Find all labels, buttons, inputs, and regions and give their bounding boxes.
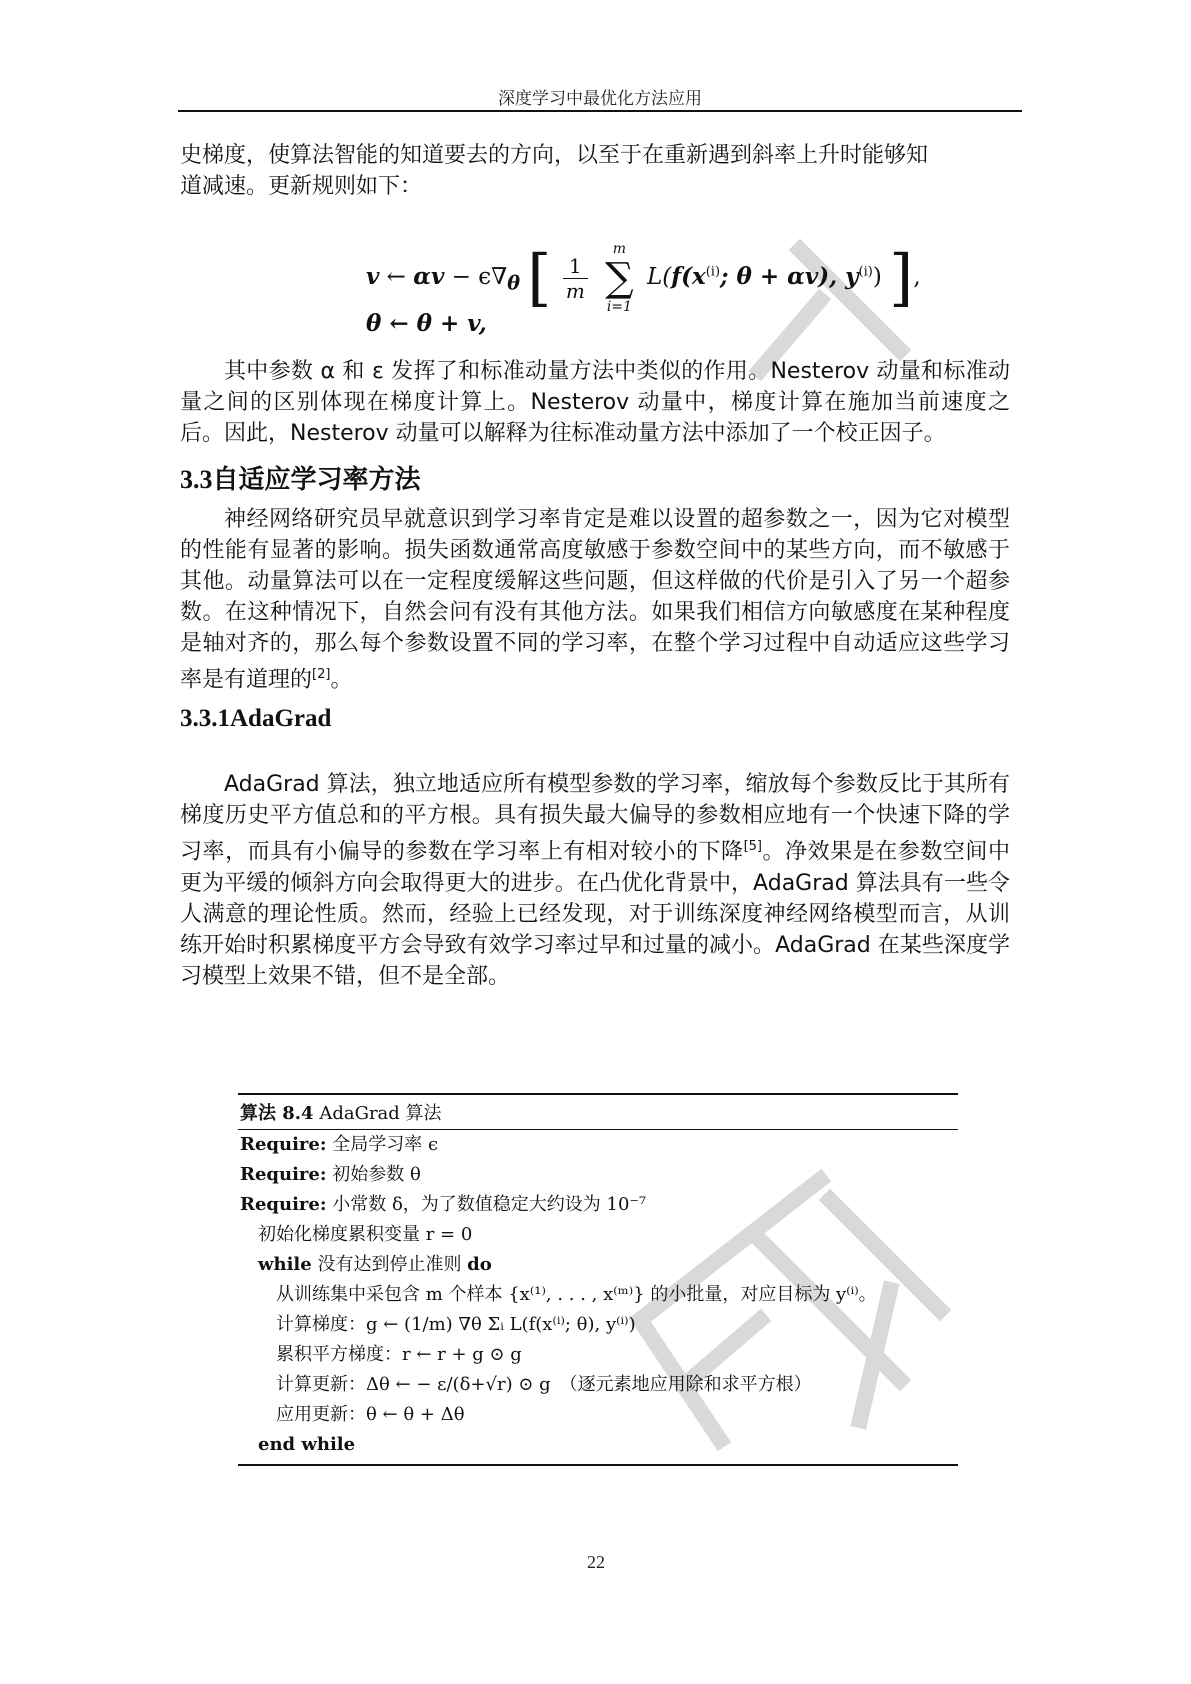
algo-step-gradient: 计算梯度：g ← (1/m) ∇θ Σᵢ L(f(x⁽ⁱ⁾; θ), y⁽ⁱ⁾) [276,1314,636,1335]
eq-loss: L( [646,264,672,290]
require-keyword: Require: [240,1134,327,1155]
intro-line-1: 史梯度，使算法智能的知道要去的方向，以至于在重新遇到斜率上升时能够知 [180,143,929,168]
running-header: 深度学习中最优化方法应用 [498,89,702,109]
eq-sigma: ∑ [605,255,634,301]
eq-close: ) [872,264,882,290]
eq-frac-num: 1 [563,254,588,279]
algo-require-2 [238,1160,958,1190]
require-text-3: 小常数 δ，为了数值稳定大约设为 10⁻⁷ [326,1194,647,1215]
algo-step-accumulate: 累积平方梯度：r ← r + g ⊙ g [276,1344,522,1365]
algo-step-sample: 从训练集中采包含 m 个样本 {x⁽¹⁾, . . . , x⁽ᵐ⁾} 的小批量，对应目标为 y⁽ⁱ⁾。 [276,1284,877,1305]
eq-sum-top: m [612,241,627,257]
eq-comma: , [913,264,921,290]
require-text-1: 全局学习率 ϵ [326,1134,439,1155]
para-nesterov: 其中参数 α 和 ε 发挥了和标准动量方法中类似的作用。Nesterov 动量和标准动量之间的区别体现在梯度计算上。Nesterov 动量中，梯度计算在施加当前速度之后。因此，Nesterov 动量可以解释为往标准动量方法中添加了一个校正因子。 [180,359,1010,446]
require-text-2: 初始参数 θ [326,1164,421,1185]
eq-v: v [366,263,380,290]
eq-sum-bottom: i=1 [606,299,632,315]
algo-require-1 [238,1130,958,1160]
para-adaptive-end: 。 [330,667,353,693]
eq-f: f [671,263,682,290]
para-adagrad [180,769,1010,991]
para-adaptive [180,504,1010,695]
require-keyword: Require: [240,1194,327,1215]
algo-name: AdaGrad 算法 [313,1103,442,1124]
algo-bottom-rule [238,1464,958,1466]
eq-alpha-v: αv [413,263,445,290]
para-adaptive-text: 神经网络研究员早就意识到学习率肯定是难以设置的超参数之一，因为它对模型的性能有显著的影响。损失函数通常高度敏感于参数空间中的某些方向，而不敏感于其他。动量算法可以在一定程度缓解这些问题，但这样做的代价是引入了另一个超参数。在这种情况下，自然会问有没有其他方法。如果我们相信方向敏感度在某种程度是轴对齐的，那么每个参数设置不同的学习率，在整个学习过程中自动适应这些学习率是有道理的 [180,507,1010,693]
algo-title [238,1095,958,1130]
algo-label: 算法 8.4 [240,1103,314,1124]
algo-end-while: end while [258,1434,356,1455]
algorithm-box [238,1093,958,1466]
algo-init: 初始化梯度累积变量 r = 0 [258,1224,473,1245]
eq-frac-den: m [565,278,585,303]
para-adagrad-text-a: AdaGrad 算法，独立地适应所有模型参数的学习率，缩放每个参数反比于其所有梯度历史平方值总和的平方根。具有损失最大偏导的参数相应地有一个快速下降的学习率，而具有小偏导的参数在学习率上有相对较小的下降 [180,772,1010,865]
body-text [180,140,1010,992]
eq-theta-sub: θ [507,271,520,295]
do-keyword: do [467,1254,492,1275]
header-rule [178,110,1022,112]
citation-2[interactable]: [2] [312,667,331,682]
algo-step-apply-update: 应用更新：θ ← θ + Δθ [276,1404,465,1425]
eq-grad: − ϵ∇ [444,264,508,290]
eq-sum [605,240,634,316]
para-adagrad-text-b: 。净效果是在参数空间中更为平缓的倾斜方向会取得更大的进步。在凸优化背景中，AdaGrad 算法具有一些令人满意的理论性质。然而，经验上已经发现，对于训练深度神经网络模型而言，从训练开始时积累梯度平方会导致有效学习率过早和过量的减小。AdaGrad 在某些深度学习模型上效果不错，但不是全部。 [180,839,1010,989]
page-number: 22 [587,1552,605,1572]
algo-step-compute-update: 计算更新：Δθ ← − ε/(δ+√r) ⊙ g （逐元素地应用除和求平方根） [276,1374,812,1395]
algo-while [238,1250,958,1280]
eq-arrow: ← [379,264,414,290]
while-keyword: while [258,1254,312,1275]
eq-sup-i2: (i) [858,264,873,280]
while-condition: 没有达到停止准则 [311,1254,468,1275]
citation-5[interactable]: [5] [743,839,762,855]
update-equation [180,208,1010,348]
require-keyword: Require: [240,1164,327,1185]
equation-row-2: θ ← θ + v, [366,310,487,337]
eq-sup-i: (i) [705,264,721,280]
eq-args: ; θ + αv), y [720,263,859,290]
eq-fraction [563,254,588,303]
intro-line-2: 道减速。更新规则如下： [180,174,423,199]
section-3-3-heading: 3.3自适应学习率方法 [180,465,421,494]
algo-require-3 [238,1190,958,1220]
eq-x: (x [681,263,706,290]
section-3-3-1-heading: 3.3.1AdaGrad [180,705,332,733]
equation-row-1 [366,240,921,316]
eq-left-bracket: [ [527,241,552,314]
eq-right-bracket: ] [889,241,914,314]
